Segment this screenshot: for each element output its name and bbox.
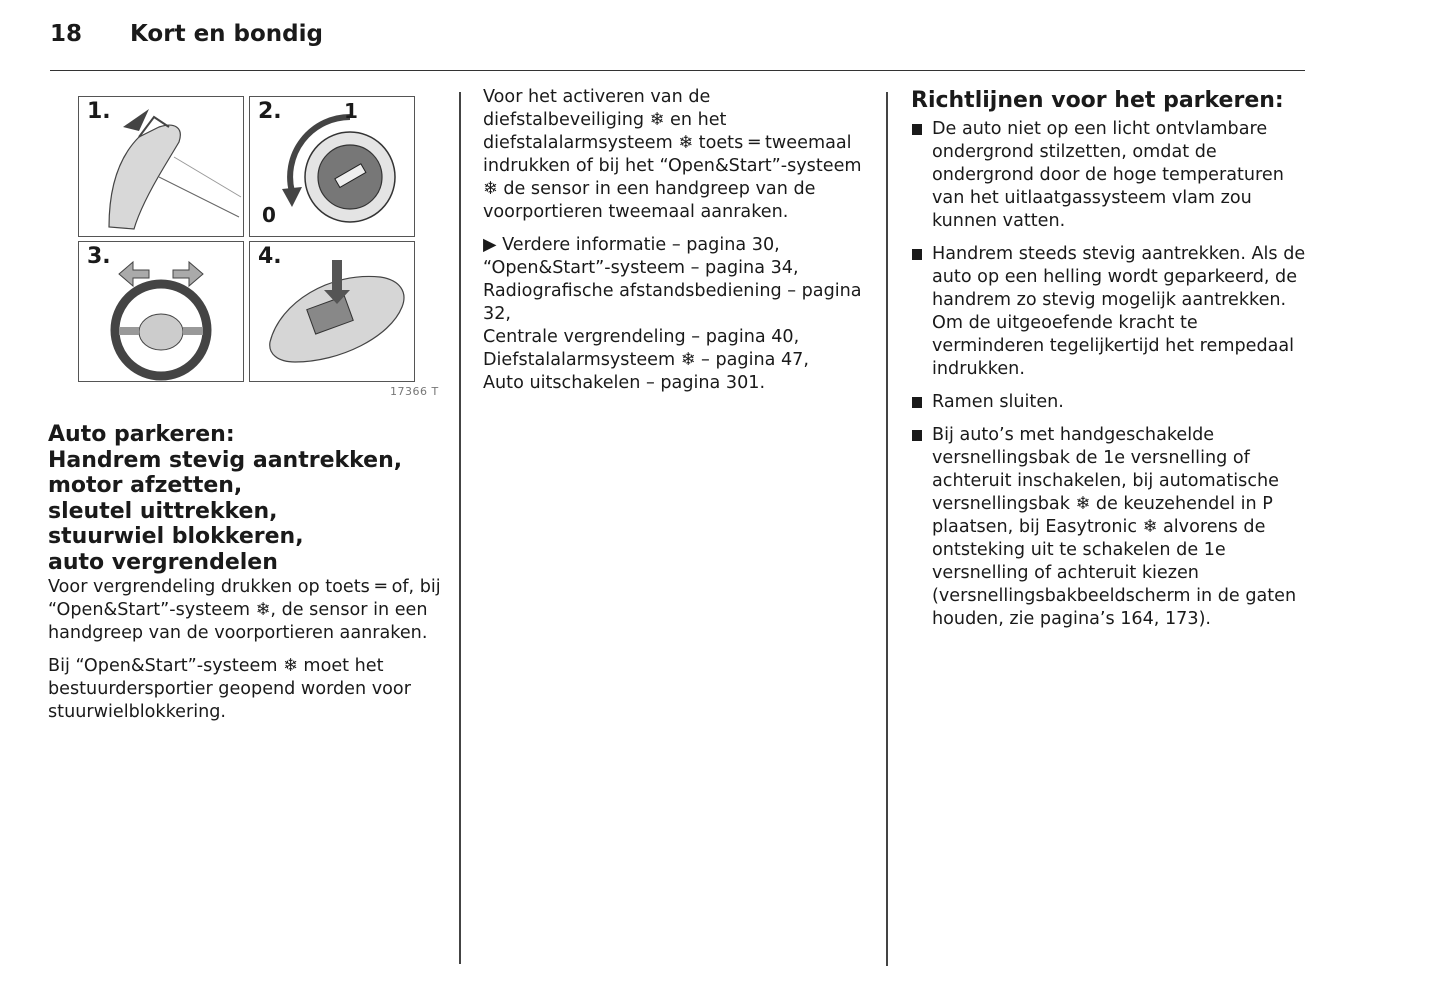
heading-line: Auto parkeren: xyxy=(48,422,235,447)
paragraph: Voor vergrendeling drukken op toets ═ of, bij “Open&Start”-systeem ❄, de sensor in een handgreep van de voorportieren aanraken. xyxy=(48,577,441,643)
panel-steering-wheel xyxy=(78,241,244,382)
panel-label: 1. xyxy=(87,99,111,124)
page-header xyxy=(50,18,1305,71)
reference-item: “Open&Start”-systeem – pagina 34, xyxy=(483,258,799,278)
heading-line: sleutel uittrekken, xyxy=(48,498,278,524)
panel-key-fob xyxy=(249,241,415,382)
panel-label: 4. xyxy=(258,244,282,269)
list-item: Ramen sluiten. xyxy=(911,391,1306,414)
column-divider xyxy=(459,92,461,964)
position-mark-1: 1 xyxy=(344,99,358,123)
reference-item: ▶ Verdere informatie – pagina 30, xyxy=(483,235,780,255)
paragraph: Voor het activeren van de diefstalbeveiliging ❄ en het diefstalalarmsysteem ❄ toets ═ tweemaal indrukken of bij het “Open&Start”-systeem ❄ de sensor in een handgreep van de voorportieren tweemaal aanraken. xyxy=(483,87,862,222)
panel-handbrake xyxy=(78,96,244,237)
heading-line: stuurwiel blokkeren, xyxy=(48,524,304,549)
panel-label: 2. xyxy=(258,99,282,124)
panel-ignition xyxy=(249,96,415,237)
middle-column xyxy=(483,86,873,395)
list-item: Bij auto’s met handgeschakelde versnellingsbak de 1e versnelling of achteruit inschakelen, bij automatische versnellingsbak ❄ de keuzehendel in P plaatsen, bij Easytronic ❄ alvorens de ontsteking uit te schakelen de 1e versnelling of achteruit kiezen (versnellingsbakbeeldscherm in de gaten houden, zie pagina’s 164, 173). xyxy=(911,424,1306,631)
section-title: Kort en bondig xyxy=(130,21,323,47)
heading-line: Handrem stevig aantrekken, xyxy=(48,447,403,473)
list-item: Handrem steeds stevig aantrekken. Als de auto op een helling wordt geparkeerd, de handrem zo stevig mogelijk aantrekken. Om de uitgeoefende kracht te verminderen tegelijkertijd het rempedaal indrukken. xyxy=(911,243,1306,381)
left-column xyxy=(48,422,443,734)
parking-heading xyxy=(48,422,443,575)
heading-line: auto vergrendelen xyxy=(48,549,278,575)
column-divider xyxy=(886,92,888,966)
position-mark-0: 0 xyxy=(262,203,276,227)
reference-item: Diefstalalarmsysteem ❄ – pagina 47, xyxy=(483,350,809,370)
list-item: De auto niet op een licht ontvlambare ondergrond stilzetten, omdat de ondergrond door de hoge temperaturen van het uitlaatgassysteem vlam zou kunnen vatten. xyxy=(911,118,1306,233)
page-number: 18 xyxy=(50,21,83,47)
figure-code: 17366 T xyxy=(390,385,439,398)
panel-label: 3. xyxy=(87,244,111,269)
reference-item: Centrale vergrendeling – pagina 40, xyxy=(483,327,800,347)
reference-item: Auto uitschakelen – pagina 301. xyxy=(483,373,766,393)
heading-line: motor afzetten, xyxy=(48,473,243,498)
guidelines-heading: Richtlijnen voor het parkeren: xyxy=(911,88,1284,113)
reference-list xyxy=(483,234,873,395)
reference-item: Radiografische afstandsbediening – pagina 32, xyxy=(483,281,862,324)
guidelines-list xyxy=(911,118,1306,631)
paragraph: Bij “Open&Start”-systeem ❄ moet het bestuurdersportier geopend worden voor stuurwielblokkering. xyxy=(48,656,411,722)
right-column xyxy=(911,88,1306,641)
